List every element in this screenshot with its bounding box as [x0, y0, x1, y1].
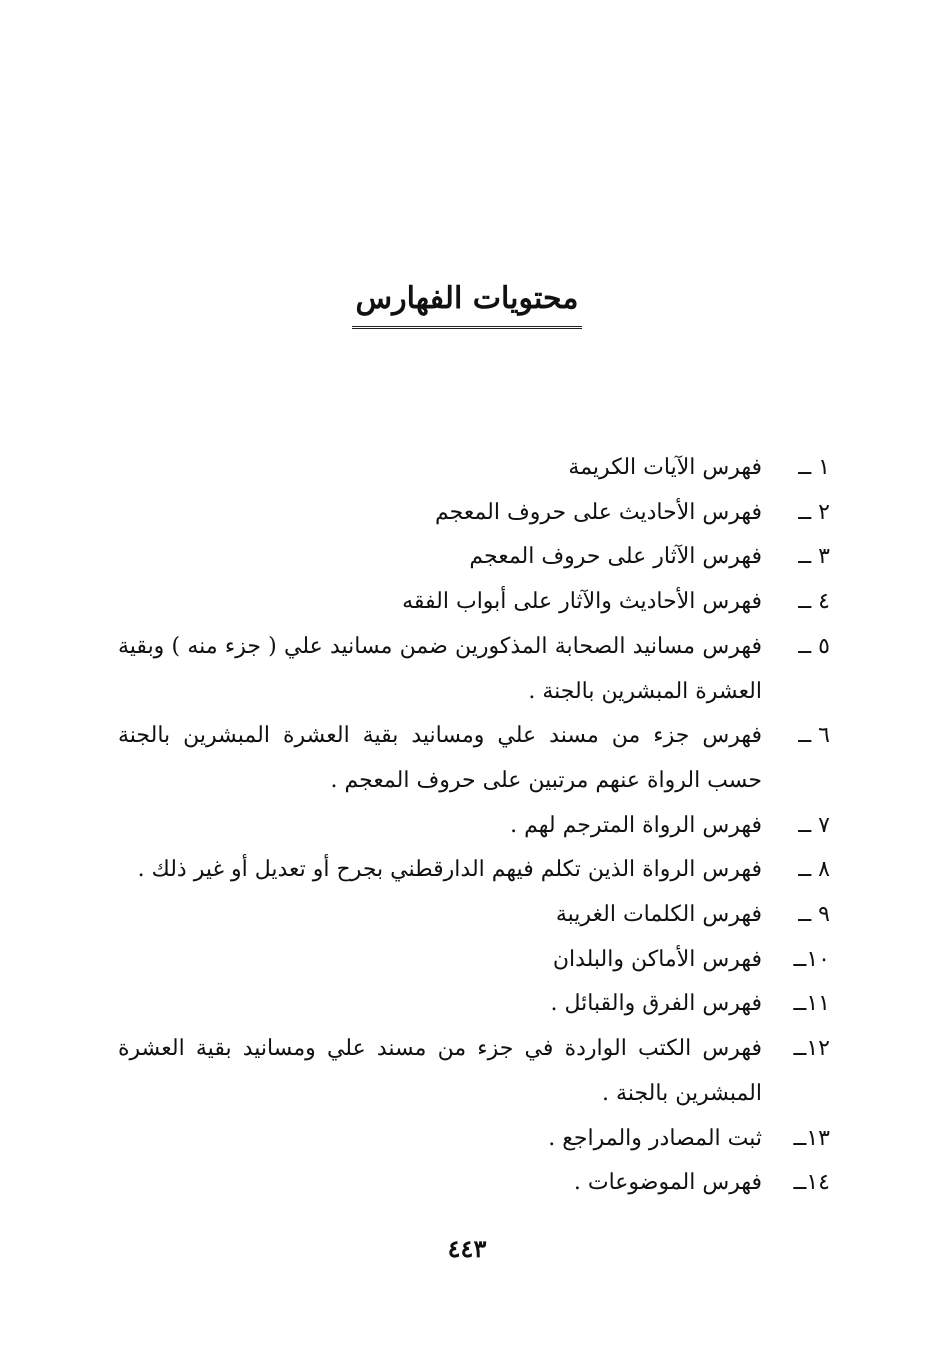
item-text: فهرس مسانيد الصحابة المذكورين ضمن مسانيد علي ( جزء منه ) وبقية العشرة المبشرين بالجنة .	[118, 633, 762, 704]
list-item	[118, 714, 830, 803]
list-item	[118, 1117, 830, 1162]
item-text: فهرس جزء من مسند علي ومسانيد بقية العشرة المبشرين بالجنة حسب الرواة عنهم مرتبين على حروف المعجم .	[118, 723, 762, 793]
item-text: فهرس الفرق والقبائل .	[550, 991, 762, 1017]
item-number: ٣ ــ	[798, 544, 830, 570]
item-number: ٥ ــ	[798, 633, 830, 659]
title-block	[0, 276, 934, 329]
page-title: محتويات الفهارس	[352, 276, 583, 329]
item-text: فهرس الكتب الواردة في جزء من مسند علي ومسانيد بقية العشرة المبشرين بالجنة .	[118, 1036, 762, 1106]
item-number: ١١ــ	[793, 991, 830, 1017]
list-item	[118, 938, 830, 983]
list-item	[118, 1027, 830, 1116]
list-item	[118, 446, 830, 491]
item-text: فهرس الرواة الذين تكلم فيهم الدارقطني بجرح أو تعديل أو غير ذلك .	[137, 857, 762, 883]
list-item	[118, 625, 830, 714]
list-item	[118, 491, 830, 536]
list-item	[118, 848, 830, 893]
list-item	[118, 580, 830, 625]
item-number: ١٤ــ	[793, 1170, 830, 1196]
item-number: ٢ ــ	[798, 499, 830, 525]
item-number: ٦ ــ	[798, 723, 830, 749]
item-text: فهرس الكلمات الغريبة	[555, 902, 762, 928]
list-item	[118, 982, 830, 1027]
item-number: ٤ ــ	[798, 589, 830, 615]
list-item	[118, 535, 830, 580]
item-text: فهرس الأماكن والبلدان	[552, 946, 762, 972]
list-item	[118, 804, 830, 849]
list-item	[118, 1161, 830, 1206]
item-text: فهرس الرواة المترجم لهم .	[510, 812, 762, 838]
item-number: ٩ ــ	[798, 902, 830, 928]
item-number: ٨ ــ	[798, 857, 830, 883]
item-text: فهرس الآثار على حروف المعجم	[469, 544, 762, 570]
item-text: فهرس الأحاديث على حروف المعجم	[434, 499, 762, 525]
index-contents-list	[118, 446, 830, 1206]
item-number: ٧ ــ	[798, 812, 830, 838]
page-number: ٤٤٣	[447, 1234, 487, 1263]
item-number: ١٣ــ	[793, 1125, 830, 1151]
list-item	[118, 893, 830, 938]
item-text: فهرس الموضوعات .	[573, 1170, 762, 1196]
item-text: فهرس الآيات الكريمة	[568, 455, 762, 480]
item-number: ١٠ــ	[793, 946, 830, 972]
item-number: ١ ــ	[798, 455, 830, 480]
item-text: ثبت المصادر والمراجع .	[548, 1125, 762, 1151]
item-number: ١٢ــ	[793, 1036, 830, 1062]
item-text: فهرس الأحاديث والآثار على أبواب الفقه	[402, 589, 762, 615]
